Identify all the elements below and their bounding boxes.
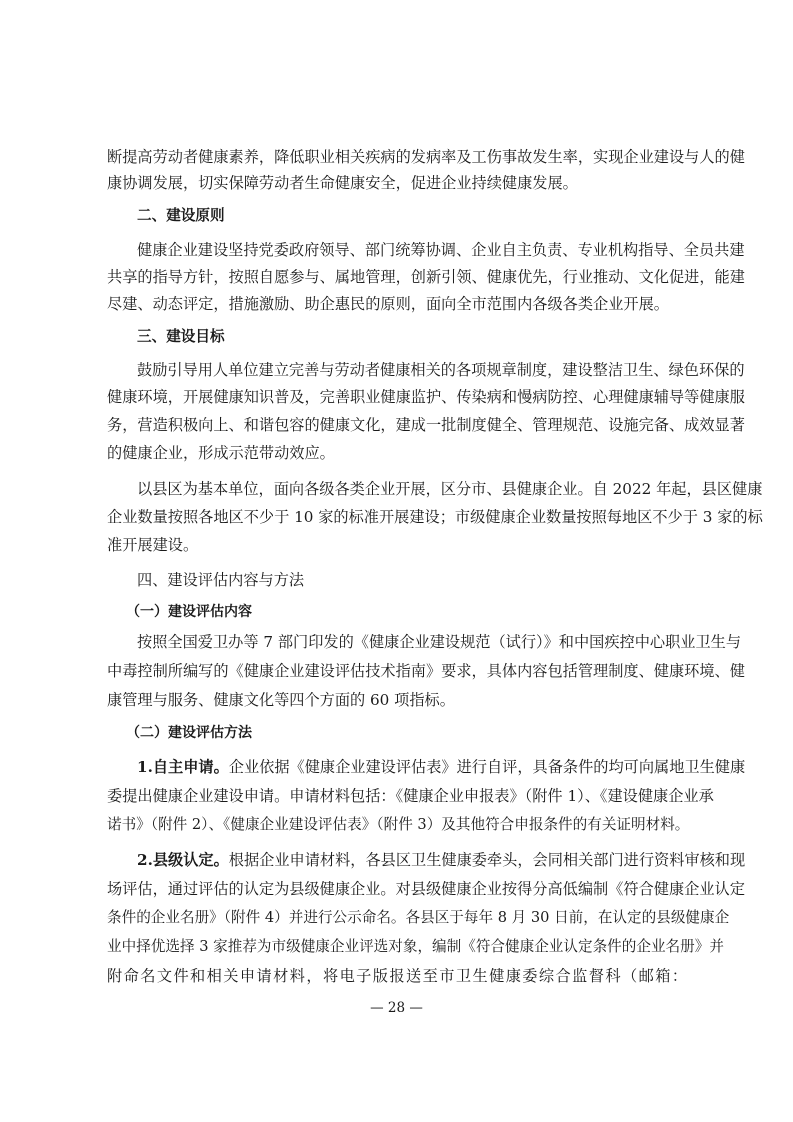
body-text-line: 业中择优选择 3 家推荐为市级健康企业评选对象，编制《符合健康企业认定条件的企业名册》并 bbox=[107, 938, 724, 955]
body-text-line: 康协调发展，切实保障劳动者生命健康安全，促进企业持续健康发展。 bbox=[107, 174, 578, 192]
lead-term: 1.自主申请。 bbox=[137, 758, 229, 776]
body-text-line bbox=[137, 850, 746, 870]
body-text-line: 共享的指导方针，按照自愿参与、属地管理，创新引领、健康优先，行业推动、文化促进，能建 bbox=[107, 268, 745, 286]
body-text-line: 断提高劳动者健康素养，降低职业相关疾病的发病率及工伤事故发生率，实现企业建设与人的健 bbox=[107, 148, 745, 166]
body-text-line: 委提出健康企业建设申请。申请材料包括：《健康企业申报表》（附件 1）、《建设健康企业承 bbox=[107, 787, 714, 805]
body-text-line: 的健康企业，形成示范带动效应。 bbox=[107, 444, 335, 462]
body-text-line: 尽建、动态评定，措施激励、助企惠民的原则，面向全市范围内各级各类企业开展。 bbox=[107, 295, 669, 313]
lead-line-text: 企业依据《健康企业建设评估表》进行自评，具备条件的均可向属地卫生健康 bbox=[228, 758, 746, 776]
body-text-line: 康管理与服务、健康文化等四个方面的 60 项指标。 bbox=[107, 691, 455, 709]
body-text-line bbox=[137, 757, 746, 777]
body-text-line: 条件的企业名册》（附件 4）并进行公示命名。各县区于每年 8 月 30 日前，在认定的县级健康企 bbox=[107, 909, 730, 926]
body-text-line: 以县区为基本单位，面向各级各类企业开展，区分市、县健康企业。自 2022 年起，县区健康 bbox=[137, 480, 763, 498]
body-text-line: 健康环境，开展健康知识普及，完善职业健康监护、传染病和慢病防控、心理健康辅导等健康服 bbox=[107, 388, 745, 406]
body-text-line: 场评估，通过评估的认定为县级健康企业。对县级健康企业按得分高低编制《符合健康企业认定 bbox=[107, 880, 745, 898]
lead-line-text: 根据企业申请材料，各县区卫生健康委牵头，会同相关部门进行资料审核和现 bbox=[228, 851, 746, 869]
body-text-line: 鼓励引导用人单位建立完善与劳动者健康相关的各项规章制度，建设整洁卫生、绿色环保的 bbox=[137, 361, 745, 379]
body-text-line: 准开展建设。 bbox=[107, 536, 199, 554]
subsection-heading: （二）建设评估方法 bbox=[126, 725, 252, 741]
section-heading: 三、建设目标 bbox=[137, 328, 225, 345]
section-heading: 二、建设原则 bbox=[137, 207, 225, 224]
body-text-line: 诺书》（附件 2）、《健康企业建设评估表》（附件 3）及其他符合申报条件的有关证明材料。 bbox=[107, 816, 690, 833]
lead-term: 2.县级认定。 bbox=[137, 851, 229, 869]
subsection-heading: （一）建设评估内容 bbox=[126, 604, 252, 620]
body-text-line: 务，营造积极向上、和谐包容的健康文化，建成一批制度健全、管理规范、设施完备、成效显著 bbox=[107, 416, 745, 434]
section-heading: 四、建设评估内容与方法 bbox=[137, 571, 305, 589]
page-number: — 28 — bbox=[370, 1000, 423, 1016]
body-text-line: 附命名文件和相关申请材料，将电子版报送至市卫生健康委综合监督科（邮箱： bbox=[107, 967, 687, 985]
body-text-line: 中毒控制所编写的《健康企业建设评估技术指南》要求，具体内容包括管理制度、健康环境、健 bbox=[107, 662, 745, 680]
body-text-line: 健康企业建设坚持党委政府领导、部门统筹协调、企业自主负责、专业机构指导、全员共建 bbox=[137, 241, 745, 259]
body-text-line: 按照全国爱卫办等 7 部门印发的《健康企业建设规范（试行）》和中国疾控中心职业卫生与 bbox=[137, 633, 742, 651]
body-text-line: 企业数量按照各地区不少于 10 家的标准开展建设；市级健康企业数量按照每地区不少于 3 家的标 bbox=[107, 508, 763, 526]
